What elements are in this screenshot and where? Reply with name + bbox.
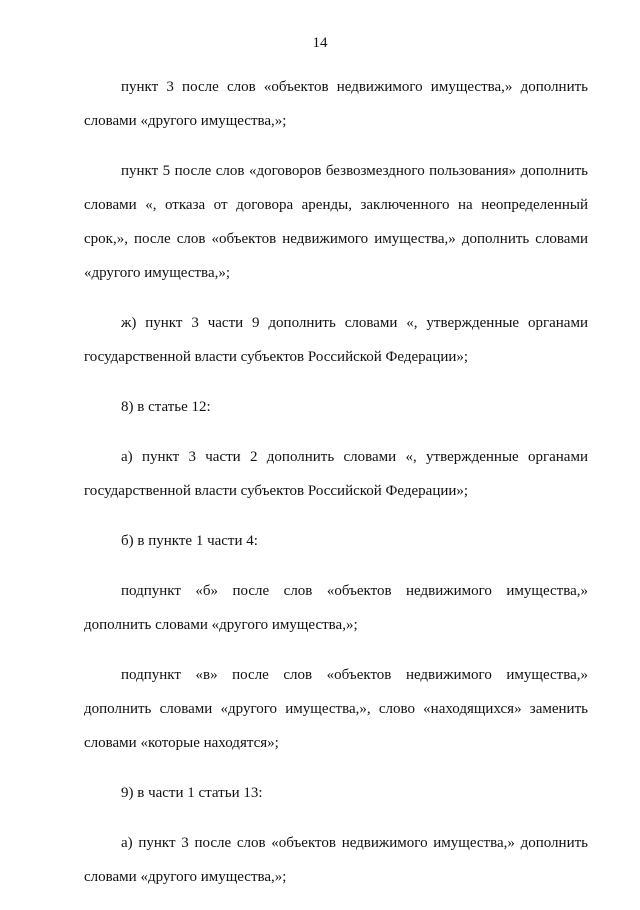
paragraph-2: пункт 5 после слов «договоров безвозмездного пользования» дополнить словами «, отказа от договора аренды, заключенного на неопределенный срок,», после слов «объектов недвижимого имущества,» дополнить словами «другого имущества,»; bbox=[84, 163, 588, 281]
paragraph-8: подпункт «в» после слов «объектов недвижимого имущества,» дополнить словами «другого имущества,», слово «находящихся» заменить словами «которые находятся»; bbox=[84, 667, 588, 751]
paragraph-5: а) пункт 3 части 2 дополнить словами «, утвержденные органами государственной власти субъектов Российской Федерации»; bbox=[84, 449, 588, 499]
paragraph-3: ж) пункт 3 части 9 дополнить словами «, утвержденные органами государственной власти субъектов Российской Федерации»; bbox=[84, 315, 588, 365]
paragraph-1: пункт 3 после слов «объектов недвижимого имущества,» дополнить словами «другого имущества,»; bbox=[84, 79, 588, 129]
document-body bbox=[84, 70, 588, 910]
paragraph-9: 9) в части 1 статьи 13: bbox=[121, 785, 263, 801]
page-number: 14 bbox=[312, 35, 328, 51]
paragraph-10: а) пункт 3 после слов «объектов недвижимого имущества,» дополнить словами «другого имущества,»; bbox=[84, 835, 588, 885]
paragraph-4: 8) в статье 12: bbox=[121, 399, 211, 415]
paragraph-7: подпункт «б» после слов «объектов недвижимого имущества,» дополнить словами «другого имущества,»; bbox=[84, 583, 588, 633]
paragraph-6: б) в пункте 1 части 4: bbox=[121, 533, 258, 549]
